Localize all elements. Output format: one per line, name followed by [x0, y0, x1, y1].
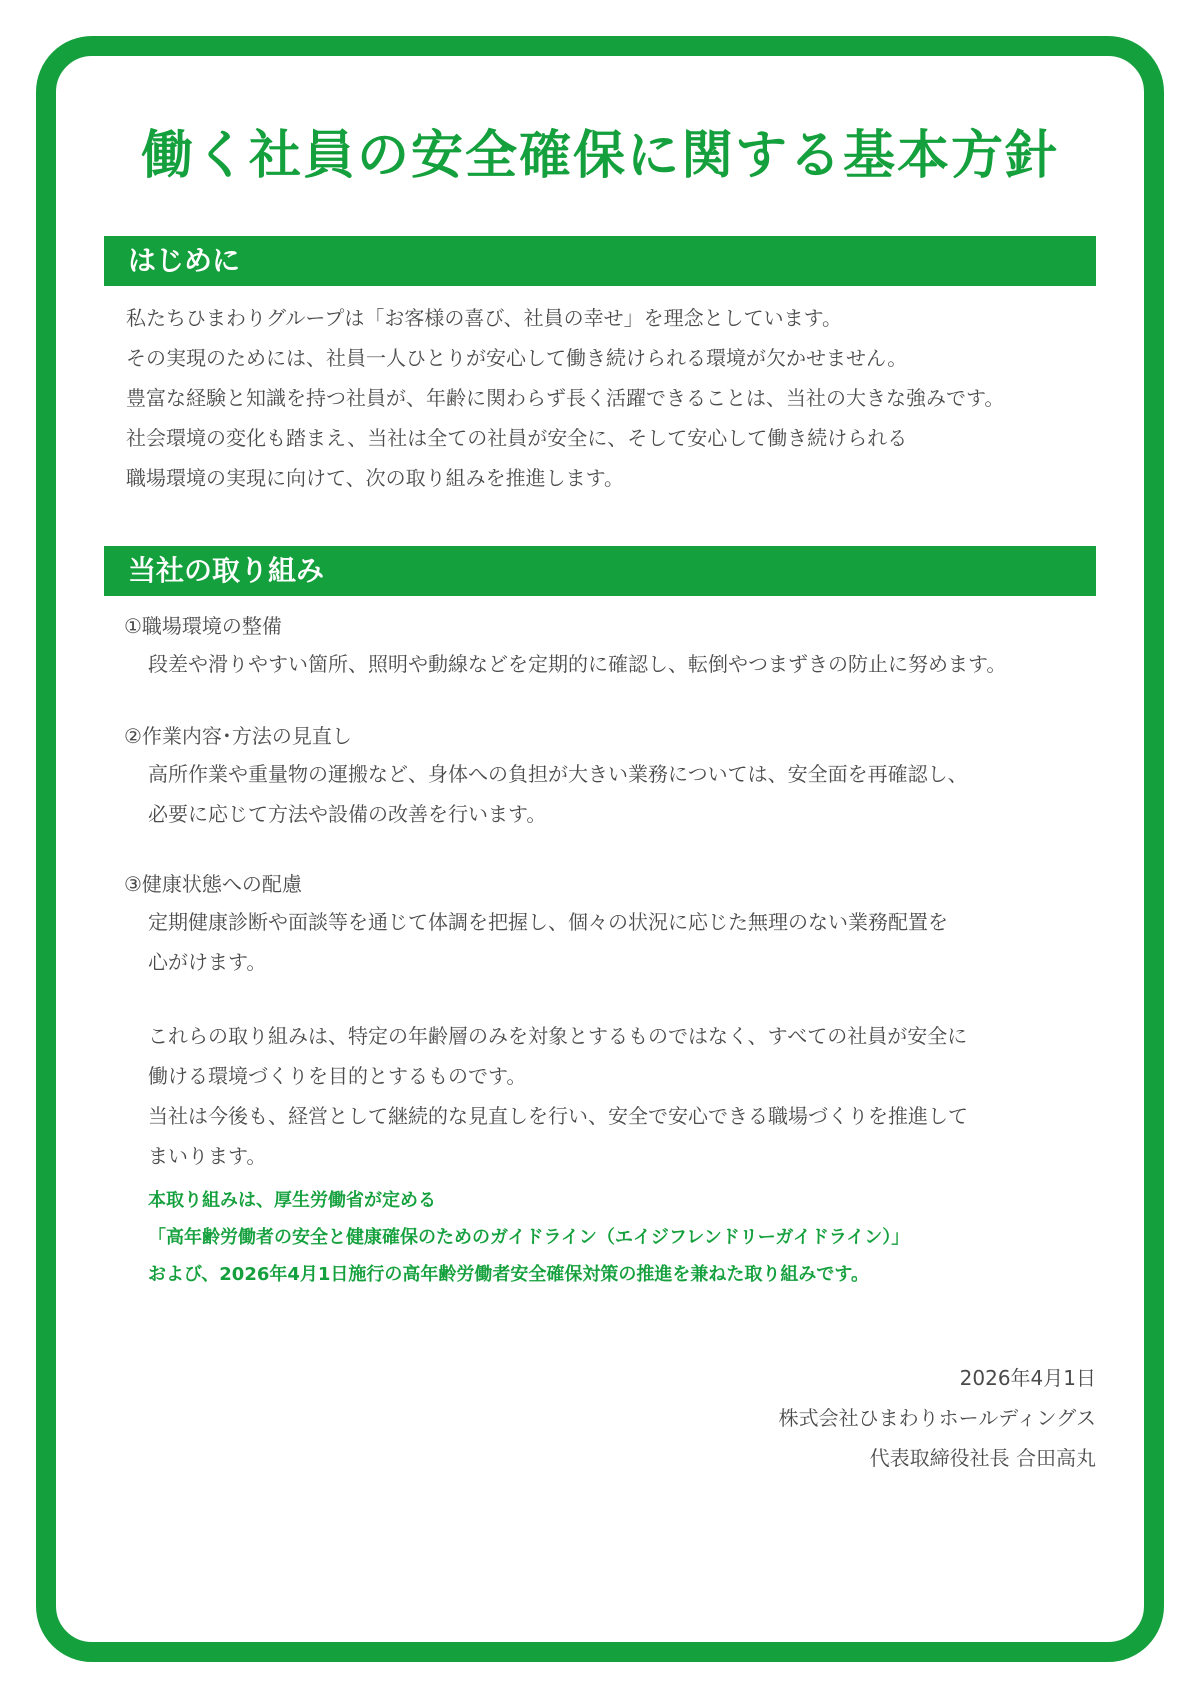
initiative-body-1: [148, 644, 1006, 684]
initiative-line: 必要に応じて方法や設備の改善を行います。: [148, 802, 547, 826]
initiative-line: 高所作業や重量物の運搬など、身体への負担が大きい業務については、安全面を再確認し、: [148, 762, 968, 786]
closing-line: これらの取り組みは、特定の年齢層のみを対象とするものではなく、すべての社員が安全に: [148, 1024, 968, 1048]
note-line: 本取り組みは、厚生労働省が定める: [148, 1190, 436, 1211]
note-line: 「高年齢労働者の安全と健康確保のためのガイドライン（エイジフレンドリーガイドライン）」: [148, 1227, 910, 1248]
closing-line: 働ける環境づくりを目的とするものです。: [148, 1064, 527, 1088]
signature-date: 2026年4月1日: [959, 1366, 1096, 1390]
initiative-line: 定期健康診断や面談等を通じて体調を把握し、個々の状況に応じた無理のない業務配置を: [148, 910, 948, 934]
initiative-title-3: ③健康状態への配慮: [124, 872, 302, 896]
guideline-note: [148, 1182, 909, 1293]
initiative-body-2: [148, 754, 968, 834]
closing-paragraph: [148, 1016, 968, 1176]
note-line: および、2026年4月1日施行の高年齢労働者安全確保対策の推進を兼ねた取り組みです。: [148, 1264, 869, 1285]
intro-line: 社会環境の変化も踏まえ、当社は全ての社員が安全に、そして安心して働き続けられる: [126, 426, 908, 450]
intro-heading: はじめに: [104, 236, 1096, 286]
signature-company: 株式会社ひまわりホールディングス: [778, 1406, 1096, 1430]
initiative-body-3: [148, 902, 948, 982]
page-title: 働く社員の安全確保に関する基本方針: [140, 126, 1059, 186]
signature-representative: 代表取締役社長 合田高丸: [869, 1446, 1096, 1470]
initiative-line: 段差や滑りやすい箇所、照明や動線などを定期的に確認し、転倒やつまずきの防止に努めます。: [148, 652, 1007, 676]
closing-line: まいります。: [148, 1144, 267, 1168]
intro-line: 私たちひまわりグループは「お客様の喜び、社員の幸せ」を理念としています。: [126, 306, 842, 330]
initiatives-heading: 当社の取り組み: [104, 546, 1096, 596]
intro-line: 豊富な経験と知識を持つ社員が、年齢に関わらず長く活躍できることは、当社の大きな強みです。: [126, 386, 1005, 410]
initiative-title-1: ①職場環境の整備: [124, 614, 282, 638]
initiative-title-2: ②作業内容･方法の見直し: [124, 724, 352, 748]
intro-paragraph: [126, 298, 1004, 498]
closing-line: 当社は今後も、経営として継続的な見直しを行い、安全で安心できる職場づくりを推進して: [148, 1104, 968, 1128]
signature-block: [779, 1358, 1096, 1478]
intro-line: その実現のためには、社員一人ひとりが安心して働き続けられる環境が欠かせません。: [126, 346, 908, 370]
initiative-line: 心がけます。: [148, 950, 267, 974]
intro-line: 職場環境の実現に向けて、次の取り組みを推進します。: [126, 466, 624, 490]
